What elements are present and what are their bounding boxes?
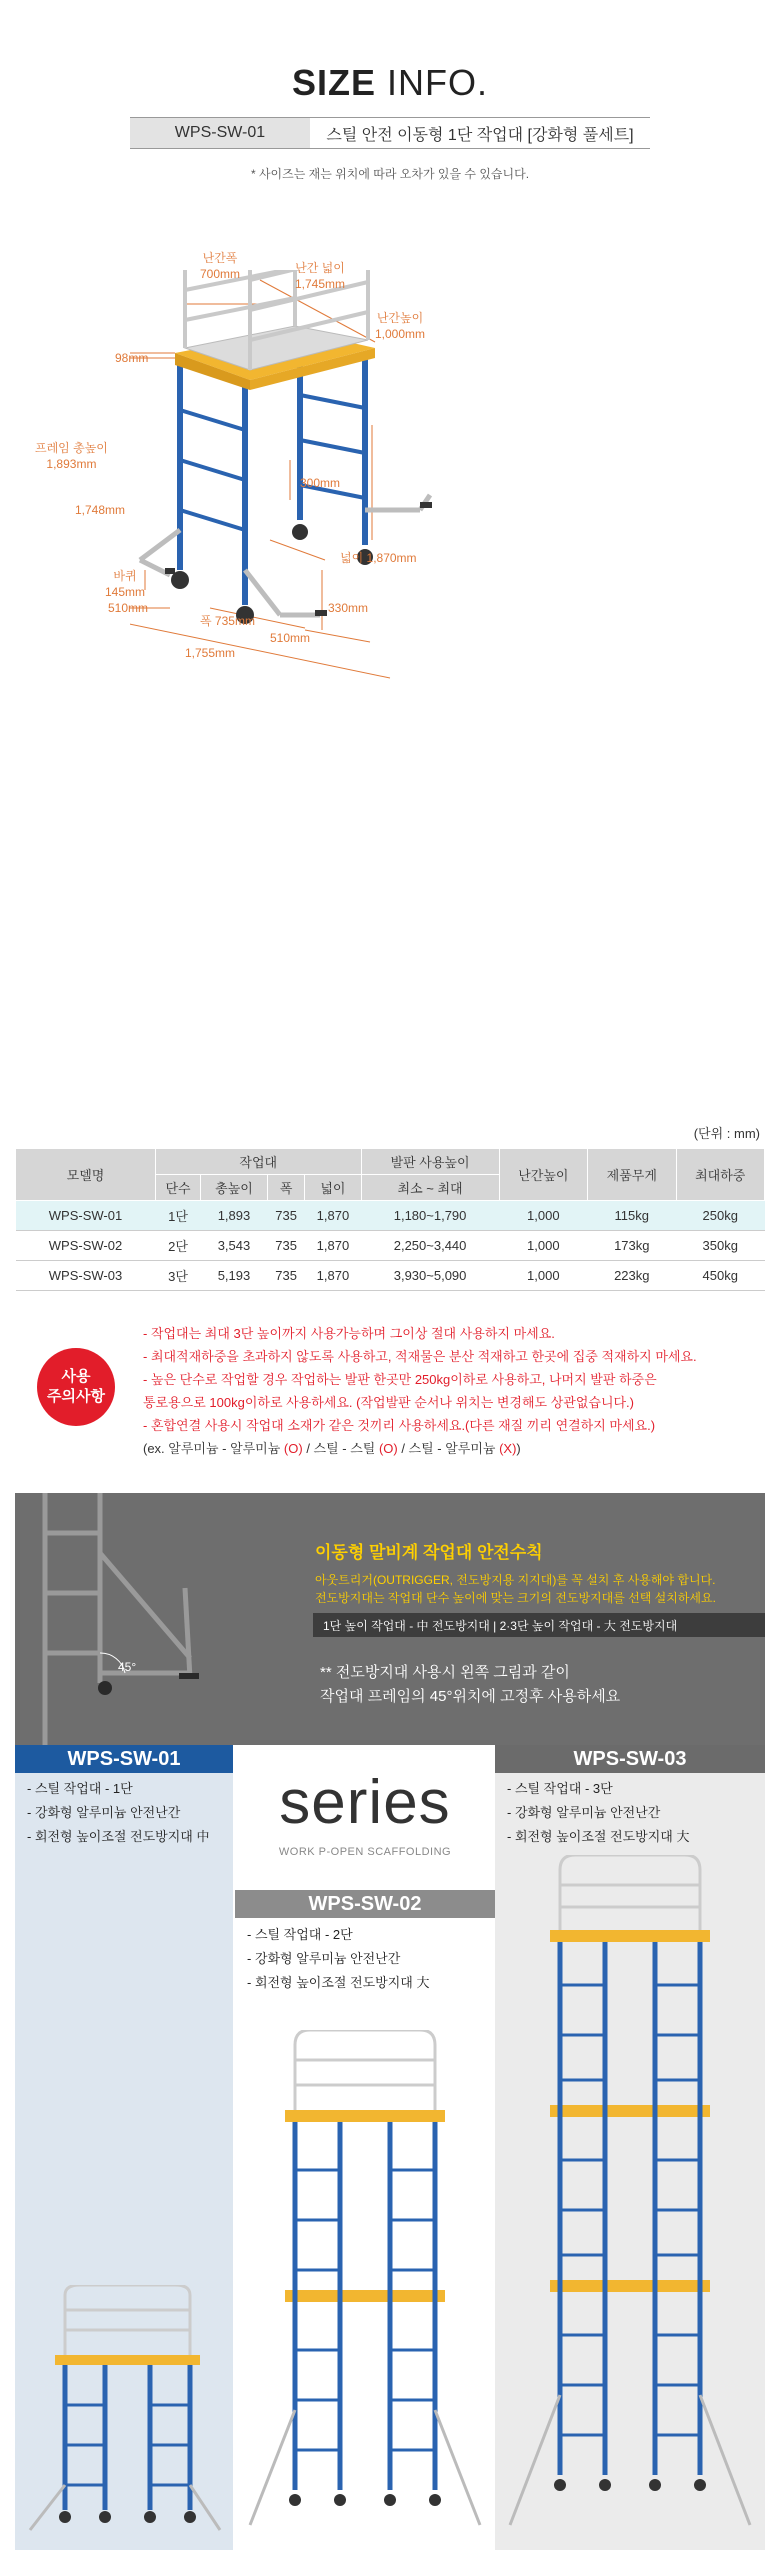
sw02-image <box>245 2030 485 2545</box>
table-row: WPS-SW-03 3단 5,193 735 1,870 3,930~5,090 1,000 223kg 450kg <box>16 1261 765 1291</box>
model-bar <box>130 117 650 149</box>
th-model: 모델명 <box>16 1149 156 1201</box>
handrail-height-dim: 난간높이 1,000mm <box>375 311 426 342</box>
caution-list <box>143 1322 758 1460</box>
th-length: 넓이 <box>305 1175 361 1201</box>
size-note: * 사이즈는 재는 위치에 따라 오차가 있을 수 있습니다. <box>250 167 530 181</box>
th-rail-height: 난간높이 <box>499 1149 587 1201</box>
handrail-width-dim: 난간폭 700mm <box>200 251 241 282</box>
angle-label: 45° <box>118 1660 137 1674</box>
frame-width-dim: 폭 735mm <box>200 614 255 628</box>
sw02-features: - 스틸 작업대 - 2단 - 강화형 알루미늄 안전난간 - 회전형 높이조절 전도방지대 大 <box>247 1927 430 1990</box>
th-weight: 제품무게 <box>588 1149 676 1201</box>
outrigger-panel <box>15 1493 765 1745</box>
model-name: 스틸 안전 이동형 1단 작업대 [강화형 풀세트] <box>326 126 634 144</box>
series-word: series <box>279 1768 451 1837</box>
caution-item: - 최대적재하중을 초과하지 않도록 사용하고, 적재물은 분산 적재하고 한곳에 집중 적재하지 마세요. <box>143 1349 697 1364</box>
caution-badge: 사용 주의사항 <box>37 1348 115 1426</box>
outrigger-left-dim: 510mm <box>108 601 149 615</box>
title-light: INFO. <box>376 62 488 103</box>
caution-item: - 높은 단수로 작업할 경우 작업하는 발판 한곳만 250kg이하로 사용하고, 나머지 발판 하중은 <box>143 1372 657 1387</box>
caution-item: 통로용으로 100kg이하로 사용하세요. (작업발판 순서나 위치는 변경해도 상관없습니다.) <box>143 1395 634 1410</box>
outrigger-width-dim: 넓이 1,870mm <box>340 551 417 565</box>
handrail-length-dim: 난간 넓이 1,745mm <box>295 261 346 292</box>
caution-item: - 작업대는 최대 3단 높이까지 사용가능하며 그이상 절대 사용하지 마세요. <box>143 1326 555 1341</box>
caution-example: (ex. 알루미늄 - 알루미늄 (O) / 스틸 - 스틸 (O) / 스틸 - 알루미늄 (X)) <box>143 1441 521 1456</box>
series-section <box>15 1745 765 2550</box>
outrigger-note1: ** 전도방지대 사용시 왼쪽 그림과 같이 <box>320 1664 570 1681</box>
outrigger-right-dim: 510mm <box>270 631 311 645</box>
outrigger-size-box: 1단 높이 작업대 - 中 전도방지대 | 2·3단 높이 작업대 - 大 전도방지대 <box>313 1613 765 1637</box>
outrigger-title: 이동형 말비계 작업대 안전수칙 <box>315 1543 543 1562</box>
platform-thickness-dim: 98mm <box>115 351 149 365</box>
outrigger-drawing <box>15 1493 315 1745</box>
rung-spacing-dim: 300mm <box>300 476 341 490</box>
model-code: WPS-SW-01 <box>130 118 310 148</box>
th-width: 폭 <box>267 1175 304 1201</box>
title-bold: SIZE <box>291 62 376 103</box>
sw01-title: WPS-SW-01 <box>15 1745 233 1773</box>
caution-item: - 혼합연결 사용시 작업대 소재가 같은 것끼리 사용하세요.(다른 재질 끼리 연결하지 마세요.) <box>143 1418 656 1433</box>
page-title <box>0 62 780 104</box>
table-row: WPS-SW-01 1단 1,893 735 1,870 1,180~1,790 1,000 115kg 250kg <box>16 1201 765 1231</box>
th-max-load: 최대하중 <box>676 1149 765 1201</box>
sw03-title: WPS-SW-03 <box>495 1745 765 1773</box>
table-row: WPS-SW-02 2단 3,543 735 1,870 2,250~3,440 1,000 173kg 350kg <box>16 1231 765 1261</box>
th-min-max: 최소 ~ 최대 <box>361 1175 499 1201</box>
sw01-image <box>25 2285 225 2545</box>
outrigger-line1: 아웃트리거(OUTRIGGER, 전도방지용 지지대)를 꼭 설치 후 사용해야 합니다. <box>315 1573 716 1587</box>
unit-label: (단위 : mm) <box>693 1126 760 1141</box>
th-tier: 단수 <box>156 1175 201 1201</box>
th-workbench: 작업대 <box>156 1149 362 1175</box>
outrigger-note2: 작업대 프레임의 45°위치에 고정후 사용하세요 <box>320 1688 621 1705</box>
series-col-sw01 <box>15 1745 233 2550</box>
series-col-sw03 <box>495 1745 765 2550</box>
wheel-dim: 바퀴 145mm <box>105 569 146 600</box>
sw03-features: - 스틸 작업대 - 3단 - 강화형 알루미늄 안전난간 - 회전형 높이조절 전도방지대 大 <box>507 1781 690 1844</box>
th-platform-height: 발판 사용높이 <box>361 1149 499 1175</box>
caution-section <box>15 1290 765 1485</box>
outrigger-line2: 전도방지대는 작업대 단수 높이에 맞는 크기의 전도방지대를 선택 설치하세요. <box>315 1591 716 1605</box>
sw02-title: WPS-SW-02 <box>235 1890 495 1918</box>
series-col-sw02 <box>235 1745 495 2550</box>
series-subtitle: WORK P-OPEN SCAFFOLDING <box>278 1846 452 1858</box>
sw01-features: - 스틸 작업대 - 1단 - 강화형 알루미늄 안전난간 - 회전형 높이조절 전도방지대 中 <box>27 1781 210 1844</box>
scaffold-dimension-diagram <box>35 251 660 1050</box>
outrigger-height-dim: 330mm <box>328 601 369 615</box>
spec-table <box>15 1148 765 1291</box>
height-1748-dim: 1,748mm <box>75 503 126 517</box>
sw03-image <box>505 1855 755 2545</box>
total-width-dim: 1,755mm <box>185 646 236 660</box>
frame-height-dim: 프레임 총높이 1,893mm <box>35 441 108 472</box>
th-total-height: 총높이 <box>201 1175 268 1201</box>
